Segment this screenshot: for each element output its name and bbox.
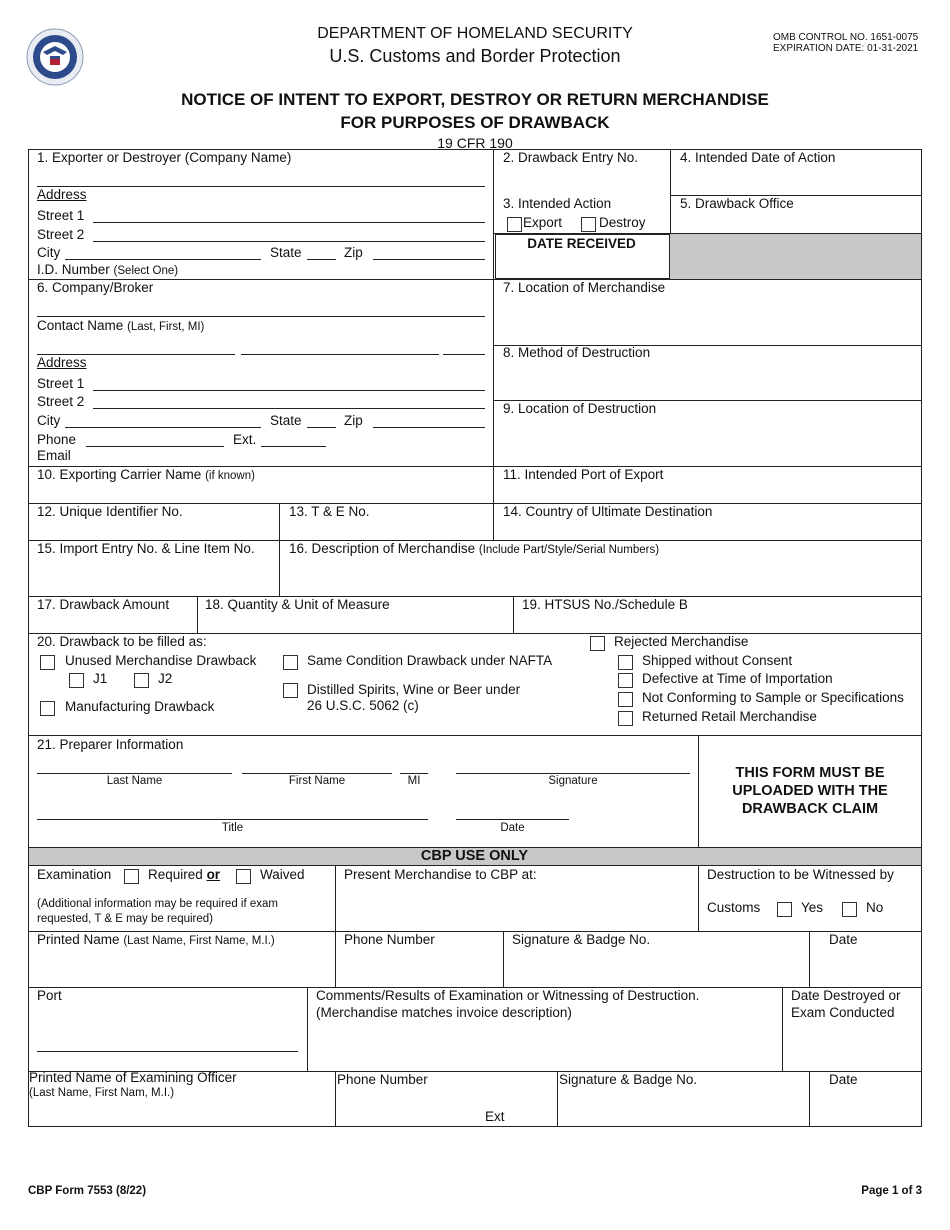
additional-info-line1: (Additional information may be required if exam [37,898,278,910]
agency-name: U.S. Customs and Border Protection [329,46,621,66]
preparer-last-name-caption: Last Name [106,775,163,787]
manufacturing-checkbox[interactable] [40,701,55,716]
form-title-line1: NOTICE OF INTENT TO EXPORT, DESTROY OR RETURN MERCHANDISE [181,90,769,109]
exam-waived-label: Waived [260,867,305,882]
broker-street2-input[interactable] [93,394,485,409]
te-number-label: 13. T & E No. [289,504,370,519]
drawback-type-label: 20. Drawback to be filled as: [37,634,207,649]
witness-no-checkbox[interactable] [842,902,857,917]
preparer-last-name-input[interactable] [37,759,232,774]
not-conforming-label: Not Conforming to Sample or Specifications [642,690,904,705]
witness-yes-checkbox[interactable] [777,902,792,917]
exporter-city-input[interactable] [65,245,261,260]
present-merchandise-label: Present Merchandise to CBP at: [344,867,537,882]
exporter-zip-input[interactable] [373,245,485,260]
not-conforming-checkbox[interactable] [618,692,633,707]
officer-signature-badge-label: Signature & Badge No. [559,1072,698,1087]
destroy-checkbox[interactable] [581,217,596,232]
nafta-checkbox[interactable] [283,655,298,670]
quantity-unit-label: 18. Quantity & Unit of Measure [205,597,390,612]
exporter-street1-input[interactable] [93,208,485,223]
preparer-title-caption: Title [221,822,244,834]
returned-retail-checkbox[interactable] [618,711,633,726]
upload-notice-line3: DRAWBACK CLAIM [741,801,879,817]
officer-date-label: Date [829,1072,858,1087]
exporter-address-heading: Address [37,187,87,202]
form-number: CBP Form 7553 (8/22) [28,1185,147,1197]
unused-merchandise-label: Unused Merchandise Drawback [65,653,257,668]
id-number-select-hint: (Select One) [113,265,179,277]
unused-merchandise-checkbox[interactable] [40,655,55,670]
broker-address-heading: Address [37,355,87,370]
export-checkbox[interactable] [507,217,522,232]
customs-label: Customs [707,900,761,915]
j2-label: J2 [158,671,173,686]
witnessed-by-label: Destruction to be Witnessed by [707,867,894,882]
date-destroyed-label-line1: Date Destroyed or [791,988,901,1003]
exporter-label: 1. Exporter or Destroyer (Company Name) [37,150,292,165]
exporter-street2-label: Street 2 [37,227,85,242]
exporter-id-number-label[interactable] [37,262,178,279]
broker-city-input[interactable] [65,413,261,428]
required-word: Required [148,867,203,882]
port-label: Port [37,988,62,1003]
officer-phone-label: Phone Number [337,1072,428,1087]
preparer-date-caption: Date [500,822,525,834]
preparer-signature-caption: Signature [548,775,598,787]
intended-date-input[interactable] [680,174,915,188]
broker-state-label: State [270,413,302,428]
cbp-use-only-heading: CBP USE ONLY [420,848,529,864]
port-input[interactable] [37,1037,298,1052]
distilled-spirits-label-line1: Distilled Spirits, Wine or Beer under [307,682,521,697]
import-entry-label: 15. Import Entry No. & Line Item No. [37,541,255,556]
exporter-zip-label: Zip [344,245,363,260]
nafta-label: Same Condition Drawback under NAFTA [307,653,553,668]
intended-action-label: 3. Intended Action [503,196,612,211]
broker-zip-label: Zip [344,413,363,428]
drawback-entry-label: 2. Drawback Entry No. [503,150,639,165]
port-of-export-label: 11. Intended Port of Export [503,467,664,482]
j1-checkbox[interactable] [69,673,84,688]
examining-officer-label: Printed Name of Examining Officer [29,1070,237,1085]
distilled-spirits-checkbox[interactable] [283,683,298,698]
destruction-location-label: 9. Location of Destruction [503,401,657,416]
drawback-entry-input[interactable] [503,174,663,188]
carrier-name-hint: (if known) [205,470,255,482]
exporter-street1-label: Street 1 [37,208,85,223]
date-received-label: DATE RECEIVED [527,236,636,251]
unique-identifier-label: 12. Unique Identifier No. [37,504,183,519]
form-title-line2: FOR PURPOSES OF DRAWBACK [340,113,610,132]
destruction-method-label: 8. Method of Destruction [503,345,651,360]
broker-phone-label: Phone [37,432,77,447]
exam-required-checkbox[interactable] [124,869,139,884]
merchandise-location-label: 7. Location of Merchandise [503,280,666,295]
cbp-date-label: Date [829,932,858,947]
examination-label: Examination [37,867,112,882]
comments-label-line1: Comments/Results of Examination or Witnessing of Destruction. [316,988,700,1003]
examining-officer-hint: (Last Name, First Nam, M.I.) [29,1087,175,1099]
manufacturing-label: Manufacturing Drawback [65,699,215,714]
destroy-label: Destroy [599,215,646,230]
broker-email-label: Email [37,448,71,463]
cfr-reference: 19 CFR 190 [437,135,513,151]
preparer-first-name-input[interactable] [242,759,392,774]
dhs-seal-icon [26,28,84,86]
broker-street1-label: Street 1 [37,376,85,391]
merchandise-description-main: 16. Description of Merchandise [289,541,476,556]
broker-ext-label: Ext. [233,432,257,447]
broker-phone-input[interactable] [86,432,224,447]
shaded-office-area [670,233,921,279]
drawback-office-label: 5. Drawback Office [680,196,794,211]
shipped-without-consent-checkbox[interactable] [618,655,633,670]
htsus-label: 19. HTSUS No./Schedule B [522,597,688,612]
rejected-merchandise-label: Rejected Merchandise [614,634,749,649]
intended-date-label: 4. Intended Date of Action [680,150,836,165]
contact-name-label [37,318,204,335]
preparer-info-label: 21. Preparer Information [37,737,184,752]
contact-last-input[interactable] [37,340,235,355]
distilled-spirits-label-line2: 26 U.S.C. 5062 (c) [307,698,419,713]
merchandise-description-hint: (Include Part/Style/Serial Numbers) [478,544,660,556]
cbp-signature-badge-label: Signature & Badge No. [512,932,651,947]
id-number-main: I.D. Number [37,262,110,277]
omb-control: OMB CONTROL NO. 1651-0075 [773,32,919,43]
preparer-first-name-caption: First Name [288,775,346,787]
preparer-date-input[interactable] [456,805,569,820]
date-destroyed-label-line2: Exam Conducted [791,1005,895,1020]
upload-notice-line2: UPLOADED WITH THE [732,783,888,799]
exam-required-label [148,867,220,883]
exporter-company-input[interactable] [37,172,485,187]
department-name: DEPARTMENT OF HOMELAND SECURITY [317,25,633,42]
destination-country-label: 14. Country of Ultimate Destination [503,504,713,519]
rejected-merchandise-checkbox[interactable] [590,636,605,651]
j1-label: J1 [93,671,108,686]
shipped-without-consent-label: Shipped without Consent [642,653,793,668]
cbp-printed-name-label [37,932,275,949]
printed-name-main: Printed Name [37,932,120,947]
carrier-name-label [37,467,255,484]
company-broker-label: 6. Company/Broker [37,280,154,295]
officer-ext-label: Ext [485,1109,505,1124]
witness-no-label: No [866,900,884,915]
defective-checkbox[interactable] [618,673,633,688]
exam-waived-checkbox[interactable] [236,869,251,884]
exporter-state-label: State [270,245,302,260]
printed-name-hint: (Last Name, First Name, M.I.) [123,935,275,947]
preparer-mi-input[interactable] [400,759,428,774]
merchandise-description-label [289,541,659,558]
exporter-state-input[interactable] [307,245,336,260]
company-broker-input[interactable] [37,302,485,317]
preparer-mi-caption: MI [407,775,421,787]
defective-label: Defective at Time of Importation [642,671,833,686]
returned-retail-label: Returned Retail Merchandise [642,709,817,724]
contact-name-hint: (Last, First, MI) [127,321,205,333]
preparer-signature-input[interactable] [456,759,690,774]
agency-seal [26,28,84,86]
contact-first-input[interactable] [241,340,439,355]
page-number: Page 1 of 3 [861,1185,922,1197]
broker-street2-label: Street 2 [37,394,85,409]
or-word: or [206,867,221,882]
cbp-phone-label: Phone Number [344,932,435,947]
upload-notice-line1: THIS FORM MUST BE [735,765,885,781]
contact-name-main: Contact Name [37,318,124,333]
carrier-name-main: 10. Exporting Carrier Name [37,467,202,482]
broker-city-label: City [37,413,61,428]
export-label: Export [523,215,563,230]
broker-zip-input[interactable] [373,413,485,428]
broker-state-input[interactable] [307,413,336,428]
exporter-city-label: City [37,245,61,260]
exporter-street2-input[interactable] [93,227,485,242]
contact-mi-input[interactable] [443,340,485,355]
broker-street1-input[interactable] [93,376,485,391]
preparer-title-input[interactable] [37,805,428,820]
j2-checkbox[interactable] [134,673,149,688]
expiration-date: EXPIRATION DATE: 01-31-2021 [773,43,919,54]
comments-label-line2: (Merchandise matches invoice description) [316,1005,572,1020]
witness-yes-label: Yes [801,900,824,915]
drawback-amount-label: 17. Drawback Amount [37,597,170,612]
additional-info-line2: requested, T & E may be required) [37,913,214,925]
broker-ext-input[interactable] [261,432,326,447]
